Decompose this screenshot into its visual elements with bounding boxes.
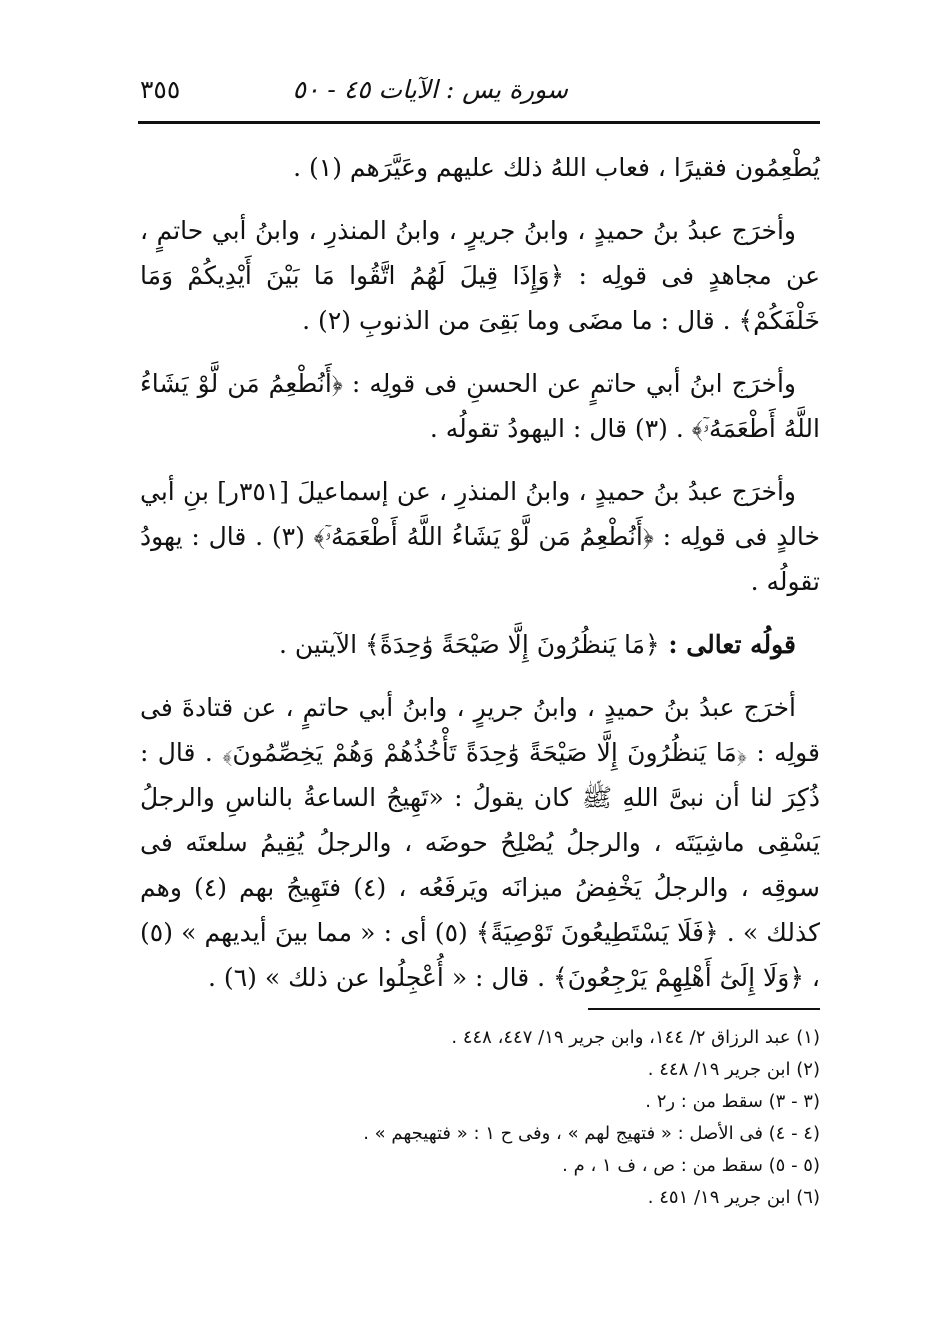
footnote-2: (٢) ابن جرير ١٩/ ٤٤٨ .	[647, 1059, 820, 1080]
paragraph-1: يُطْعِمُون فقيرًا ، فعاب اللهُ ذلك عليهم وعَيَّرَهم (١) .	[293, 153, 820, 182]
page-header	[138, 72, 818, 112]
footnote-4: (٤ - ٤) فى الأصل : « فتهيج لهم » ، وفى ح ١ : « فتهيجهم » .	[363, 1123, 820, 1144]
running-title: سورة يس : الآيات ٤٥ - ٥٠	[292, 75, 568, 104]
heading-verse: ﴿مَا يَنظُرُونَ إِلَّا صَيْحَةً وَٰحِدَةً﴾ الآيتين .	[278, 630, 660, 659]
paragraph-3: وأخرَج ابنُ أبي حاتمٍ عن الحسنِ فى قولِه : ﴿أَنُطْعِمُ مَن لَّوْ يَشَاءُ اللَّهُ أَطْعَمَهُۥٓ﴾ . (٣) قال : اليهودُ تقولُه .	[140, 369, 820, 443]
footnote-6: (٦) ابن جرير ١٩/ ٤٥١ .	[647, 1187, 820, 1208]
paragraph-4: وأخرَج عبدُ بنُ حميدٍ ، وابنُ المنذرِ ، عن إسماعيلَ [٣٥١ر] بنِ أبي خالدٍ فى قولِه : ﴿أَنُطْعِمُ مَن لَّوْ يَشَاءُ اللَّهُ أَطْعَمَهُۥٓ﴾ (٣) . قال : يهودُ تقولُه .	[140, 477, 821, 596]
paragraph-2: وأخرَج عبدُ بنُ حميدٍ ، وابنُ جريرٍ ، وابنُ المنذرِ ، وابنُ أبي حاتمٍ ، عن مجاهدٍ فى قولِه : ﴿وَإِذَا قِيلَ لَهُمُ اتَّقُوا مَا بَيْنَ أَيْدِيكُمْ وَمَا خَلْفَكُمْ﴾ . قال : ما مضَى وما بَقِىَ من الذنوبِ (٢) .	[140, 216, 820, 335]
page-number: ٣٥٥	[140, 75, 181, 104]
footnote-5: (٥ - ٥) سقط من : ص ، ف ١ ، م .	[562, 1155, 820, 1176]
heading-lead: قولُه تعالى :	[668, 630, 796, 659]
footnotes	[140, 1022, 820, 1214]
footnote-3: (٣ - ٣) سقط من : ر٢ .	[645, 1091, 820, 1112]
section-heading	[140, 622, 820, 667]
main-text	[140, 145, 820, 1018]
footnote-1: (١) عبد الرزاق ٢/ ١٤٤، وابن جرير ١٩/ ٤٤٧، ٤٤٨ .	[451, 1027, 820, 1048]
header-divider	[138, 121, 820, 124]
footnote-divider	[588, 1008, 820, 1010]
paragraph-5: أخرَج عبدُ بنُ حميدٍ ، وابنُ جريرٍ ، وابنُ أبي حاتمٍ ، عن قتادةَ فى قولِه : ﴿مَا يَنظُرُونَ إِلَّا صَيْحَةً وَٰحِدَةً تَأْخُذُهُمْ وَهُمْ يَخِصِّمُونَ﴾ . قال : ذُكِرَ لنا أن نبىَّ اللهِ ﷺ كان يقولُ : «تَهِيجُ الساعةُ بالناسِ والرجلُ يَسْقِى ماشِيَتَه ، والرجلُ يُصْلِحُ حوضَه ، والرجلُ يُقِيمُ سلعتَه فى سوقِه ، والرجلُ يَخْفِضُ ميزانَه ويَرفَعُه ، (٤) فتَهِيجُ بهم (٤) وهم كذلك » . ﴿فَلَا يَسْتَطِيعُونَ تَوْصِيَةً﴾ (٥) أى : « مما بينَ أيديهم » (٥) ، ﴿وَلَا إِلَىٰٓ أَهْلِهِمْ يَرْجِعُونَ﴾ . قال : « أُعْجِلُوا عن ذلك » (٦) .	[140, 693, 820, 992]
